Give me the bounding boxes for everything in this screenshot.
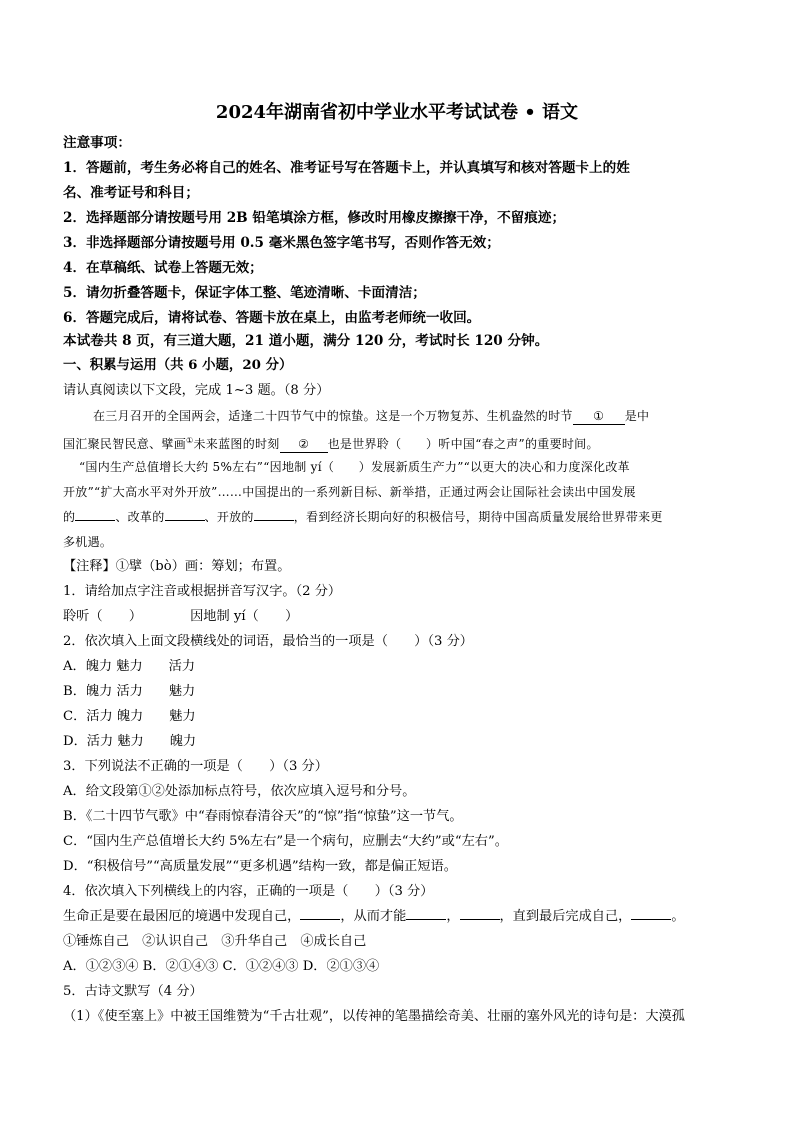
question-4-stem: 4．依次填入下列横线上的内容，正确的一项是（ ）（3 分） bbox=[63, 884, 434, 899]
answer-blank bbox=[300, 919, 340, 920]
section-instruction: 请认真阅读以下文段，完成 1~3 题。（8 分） bbox=[63, 383, 330, 398]
question-3-option-b: B．《二十四节气歌》中“春雨惊春清谷天”的“惊”指“惊蛰”这一节气。 bbox=[63, 809, 463, 824]
question-4-options: A．①②③④ B．②①④③ C．①②④③ D．②①③④ bbox=[63, 959, 380, 974]
question-3-stem: 3．下列说法不正确的一项是（ ）（3 分） bbox=[63, 759, 328, 774]
question-2-option-c: C．活力 魄力 魅力 bbox=[63, 709, 196, 724]
passage-line-5: 的 、改革的 、开放的 ，看到经济长期向好的积极信号，期待中国高质量发展给世界带来更 bbox=[63, 510, 663, 524]
notice-item-2: 2．选择题部分请按题号用 2B 铅笔填涂方框，修改时用橡皮擦擦干净，不留痕迹； bbox=[63, 210, 566, 226]
passage-line-4: 开放”“扩大高水平对外开放”……中国提出的一系列新目标、新举措，正通过两会让国际社会读出中国发展 bbox=[63, 485, 636, 499]
question-5-line-1: （1）《使至塞上》中被王国维赞为“千古壮观”，以传神的笔墨描绘奇美、壮丽的塞外风光的诗句是：大漠孤 bbox=[63, 1009, 685, 1024]
question-3-option-d: D．“积极信号”“高质量发展”“更多机遇”结构一致，都是偏正短语。 bbox=[63, 859, 457, 874]
question-2-stem: 2．依次填入上面文段横线处的词语，最恰当的一项是（ ）（3 分） bbox=[63, 634, 473, 649]
question-1-stem: 1．请给加点字注音或根据拼音写汉字。（2 分） bbox=[63, 584, 342, 599]
blank-mark-2: ② bbox=[280, 436, 328, 453]
notice-item-1b: 名、准考证号和科目； bbox=[63, 185, 199, 201]
question-3-option-c: C．“国内生产总值增长大约 5%左右”是一个病句，应删去“大约”或“左右”。 bbox=[63, 834, 508, 849]
answer-blank bbox=[406, 919, 446, 920]
notice-heading: 注意事项： bbox=[63, 135, 131, 151]
question-3-option-a: A．给文段第①②处添加标点符号，依次应填入逗号和分号。 bbox=[63, 784, 416, 799]
question-2-option-b: B．魄力 活力 魅力 bbox=[63, 684, 196, 699]
answer-blank bbox=[460, 919, 500, 920]
answer-blank bbox=[254, 520, 294, 521]
note-marker: ① bbox=[186, 436, 194, 445]
passage-line-6: 多机遇。 bbox=[63, 535, 113, 549]
passage-line-2: 国汇聚民智民意、擘画①未来蓝图的时刻 ② 也是世界聆（ ）听中国“春之声”的重要时间。 bbox=[63, 436, 599, 451]
question-1-items bbox=[63, 607, 298, 627]
question-4-choices: ①锤炼自己 ②认识自己 ③升华自己 ④成长自己 bbox=[63, 934, 367, 949]
notice-item-1a: 1．答题前，考生务必将自己的姓名、准考证号写在答题卡上，并认真填写和核对答题卡上的姓 bbox=[63, 160, 630, 176]
passage-line-1: 在三月召开的全国两会，适逢二十四节气中的惊蛰。这是一个万物复苏、生机盎然的时节 ① 是中 bbox=[93, 409, 650, 423]
section-heading: 一、积累与运用（共 6 小题，20 分） bbox=[63, 357, 293, 373]
passage-line-3: “国内生产总值增长大约 5%左右”“因地制 yí（ ）发展新质生产力”“以更大的决心和力度深化改革 bbox=[79, 460, 630, 474]
question-2-option-a: A．魄力 魅力 活力 bbox=[63, 659, 196, 674]
question-2-option-d: D．活力 魅力 魄力 bbox=[63, 734, 197, 749]
notice-item-5: 5．请勿折叠答题卡，保证字体工整、笔迹清晰、卡面清洁； bbox=[63, 285, 426, 301]
page-title: 2024年湖南省初中学业水平考试试卷 • 语文 bbox=[215, 102, 579, 123]
answer-blank bbox=[165, 520, 205, 521]
notice-item-3: 3．非选择题部分请按题号用 0.5 毫米黑色签字笔书写，否则作答无效； bbox=[63, 235, 500, 251]
question-1-item-b: 因地制 yí（ ） bbox=[190, 609, 299, 624]
question-5-stem: 5．古诗文默写（4 分） bbox=[63, 984, 203, 999]
exam-summary: 本试卷共 8 页，有三道大题，21 道小题，满分 120 分，考试时长 120 分钟。 bbox=[63, 333, 549, 349]
annotation-note: 【注释】①擘（bò）画：筹划；布置。 bbox=[63, 559, 291, 574]
question-1-item-a: 聆听（ ） bbox=[63, 609, 143, 624]
answer-blank bbox=[631, 919, 671, 920]
notice-item-4: 4．在草稿纸、试卷上答题无效； bbox=[63, 260, 263, 276]
question-4-sentence: 生命正是要在最困厄的境遇中发现自己， ，从而才能 ， ，直到最后完成自己， 。 bbox=[63, 909, 685, 924]
answer-blank bbox=[75, 520, 115, 521]
blank-mark-1: ① bbox=[573, 408, 625, 425]
notice-item-6: 6．答题完成后，请将试卷、答题卡放在桌上，由监考老师统一收回。 bbox=[63, 310, 481, 326]
